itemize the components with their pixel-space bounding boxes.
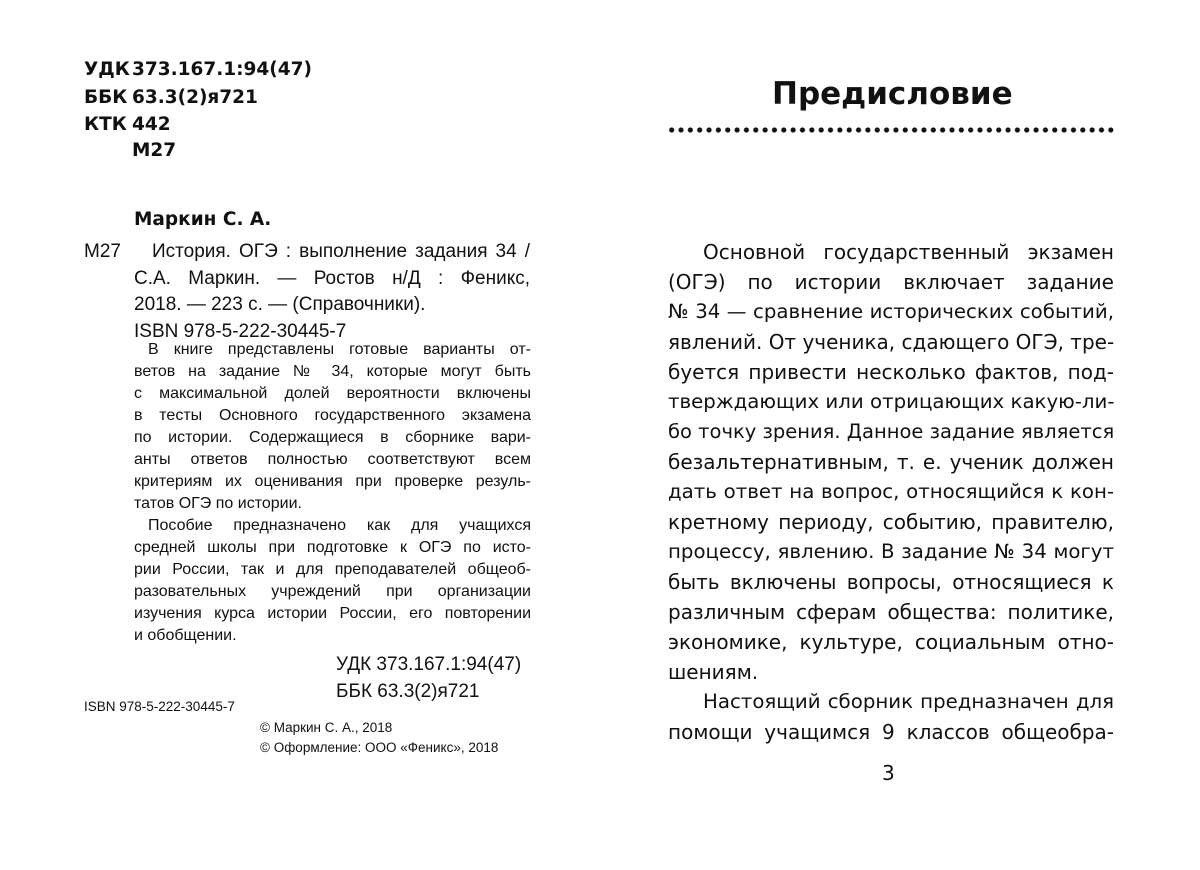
body-line: явлений. От ученика, сдающего ОГЭ, тре- xyxy=(668,330,1115,354)
isbn-line: ISBN 978-5-222-30445-7 xyxy=(134,321,347,342)
annotation-line: в тесты Основного государственного экзамена xyxy=(134,407,531,424)
body-line: дать ответ на вопрос, относящийся к кон- xyxy=(668,480,1114,503)
body-line: Основной государственный экзамен xyxy=(703,240,1114,264)
classification-key: ББК xyxy=(84,87,128,108)
annotation-line: и обобщении. xyxy=(134,627,237,644)
annotation-line: анты ответов полностью соответствуют всем xyxy=(134,451,531,468)
body-line: экономике, культуре, социальным отно- xyxy=(668,630,1114,654)
body-line: (ОГЭ) по истории включает задание xyxy=(668,270,1114,294)
annotation-line: по истории. Содержащиеся в сборнике вари- xyxy=(134,429,531,446)
body-line: различным сферам общества: политике, xyxy=(668,600,1114,624)
author-name: Маркин С. А. xyxy=(134,209,272,230)
annotation-line: критериям их оценивания при проверке резуль- xyxy=(134,473,531,490)
classification-value: 373.167.1:94(47) xyxy=(132,59,312,80)
body-line: безальтернативным, т. е. ученик должен xyxy=(668,450,1114,474)
classification-key: УДК xyxy=(84,59,130,80)
body-line: тверждающих или отрицающих какую-ли- xyxy=(668,390,1115,413)
dotted-rule xyxy=(667,126,1117,134)
classification-value: М27 xyxy=(132,140,177,161)
bibliographic-line: История. ОГЭ : выполнение задания 34 / xyxy=(152,241,530,262)
bibliographic-line: С.А. Маркин. — Ростов н/Д : Феникс, xyxy=(134,268,530,289)
body-line: Настоящий сборник предназначен для xyxy=(703,690,1114,713)
body-line: бо точку зрения. Данное задание является xyxy=(668,420,1115,443)
classification-value: 442 xyxy=(132,114,171,135)
body-line: быть включены вопросы, относящиеся к xyxy=(668,570,1114,594)
body-line: № 34 — сравнение исторических событий, xyxy=(668,300,1114,323)
annotation-line: средней школы при подготовке к ОГЭ по исто- xyxy=(134,539,531,556)
annotation-line: рии России, так и для преподавателей общеоб- xyxy=(134,561,531,578)
body-line: буется привести несколько фактов, под- xyxy=(668,360,1114,384)
bibliographic-line: 2018. — 223 с. — (Справочники). xyxy=(134,294,426,315)
annotation-line: разовательных учреждений при организации xyxy=(134,583,531,600)
body-line: шениям. xyxy=(668,660,759,684)
annotation-line: с максимальной долей вероятности включены xyxy=(134,385,531,402)
udc-code: УДК 373.167.1:94(47) xyxy=(336,654,522,675)
annotation-line: ветов на задание № 34, которые могут быть xyxy=(134,363,531,380)
annotation-line: В книге представлены готовые варианты от- xyxy=(148,341,531,358)
classification-key: КТК xyxy=(84,114,127,135)
copyright-line: © Оформление: ООО «Феникс», 2018 xyxy=(260,740,499,755)
body-line: кретному периоду, событию, правителю, xyxy=(668,510,1114,534)
page-number: 3 xyxy=(882,761,895,785)
page-title: Предисловие xyxy=(772,76,1013,112)
classification-value: 63.3(2)я721 xyxy=(132,87,258,108)
body-line: помощи учащимся 9 классов общеобра- xyxy=(668,720,1114,744)
annotation-line: татов ОГЭ по истории. xyxy=(134,495,302,512)
annotation-line: изучения курса истории России, его повторении xyxy=(134,605,531,622)
copyright-line: © Маркин С. А., 2018 xyxy=(260,720,393,735)
author-code: М27 xyxy=(84,241,121,262)
annotation-line: Пособие предназначено как для учащихся xyxy=(148,517,531,534)
isbn-imprint: ISBN 978-5-222-30445-7 xyxy=(84,699,235,714)
bbk-code: ББК 63.3(2)я721 xyxy=(336,681,480,702)
body-line: процессу, явлению. В задание № 34 могут xyxy=(668,540,1114,563)
